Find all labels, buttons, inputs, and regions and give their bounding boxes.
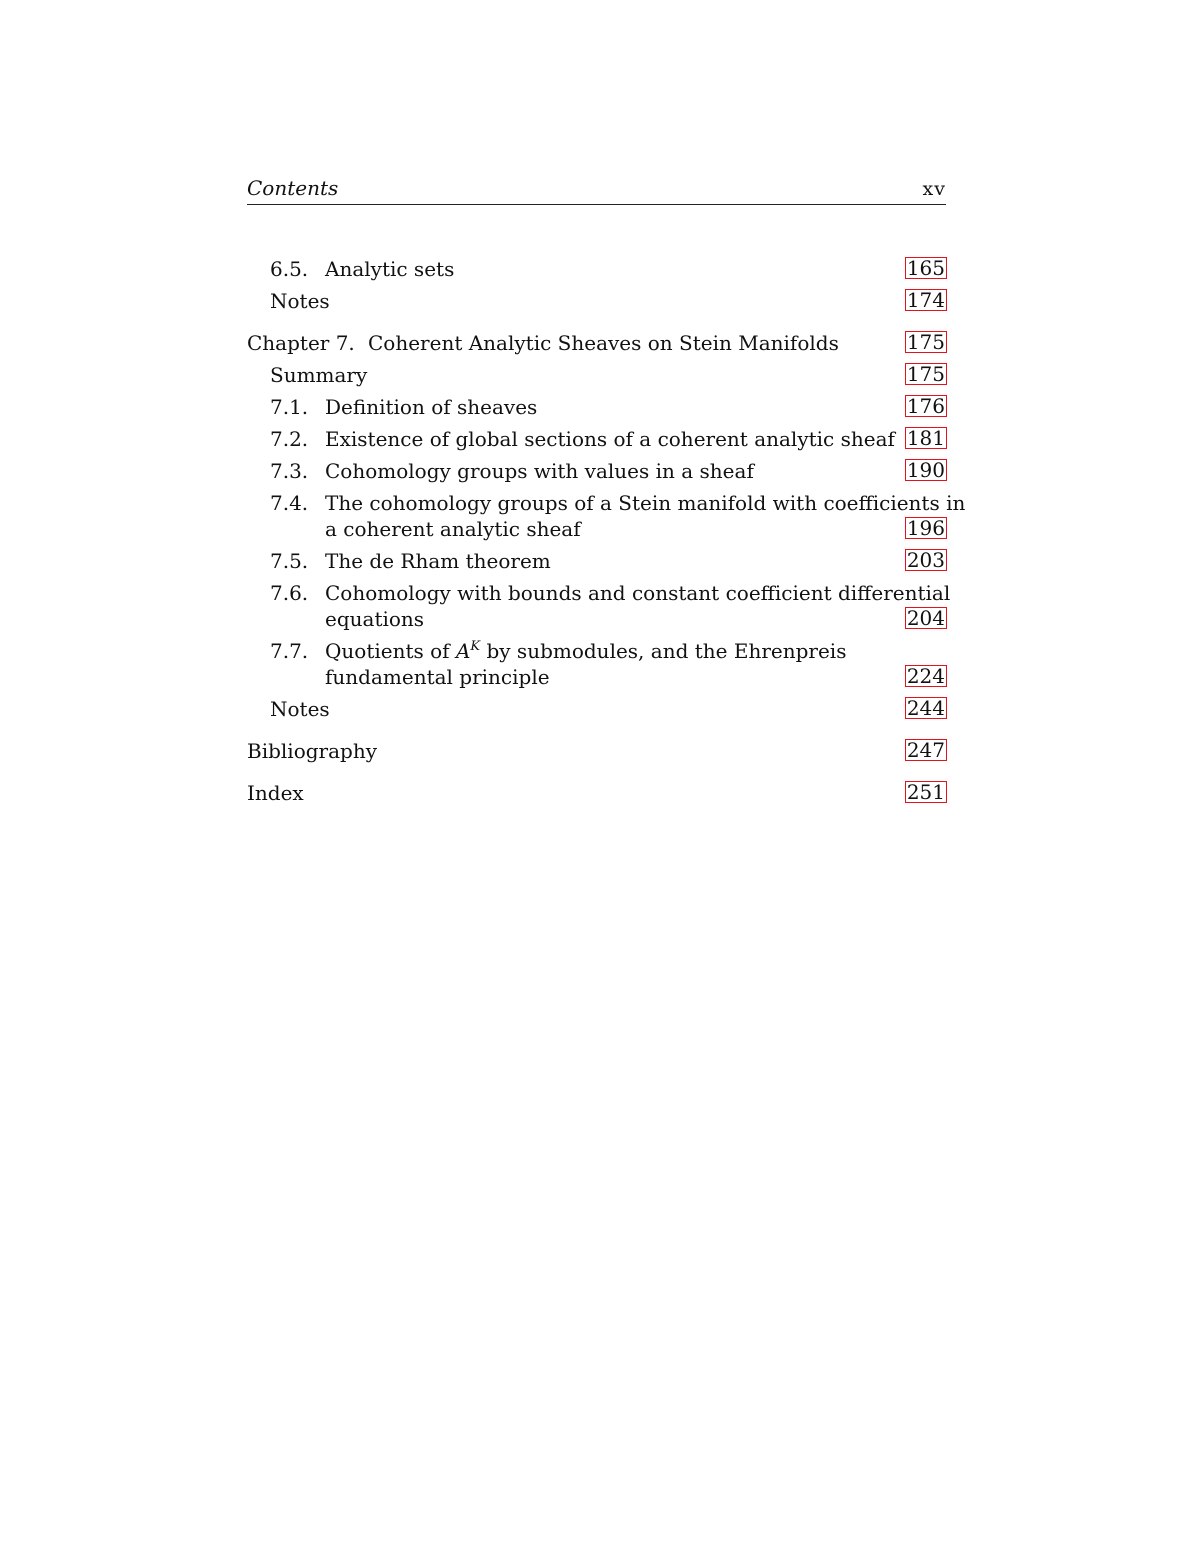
toc-entry-title-part-b: by submodules, and the Ehrenpreis [486, 639, 847, 663]
toc-entry-title-continued: a coherent analytic sheaf [325, 517, 581, 541]
page-folio: xv [922, 178, 946, 200]
toc-entry-title-continued: equations [325, 607, 425, 631]
toc-entry-title [325, 638, 846, 664]
toc-page-link[interactable]: 251 [906, 780, 945, 804]
toc-entry-title: Notes [270, 289, 330, 313]
toc-entry-title-part-a: Quotients of [325, 639, 450, 663]
toc-entry-number: 7.6. [270, 581, 309, 605]
toc-entry-number: 6.5. [270, 257, 309, 281]
toc-page-link[interactable]: 175 [906, 330, 945, 354]
toc-entry-number: 7.4. [270, 491, 309, 515]
toc-entry-title: Analytic sets [325, 257, 455, 281]
toc-entry-title: Existence of global sections of a coherent analytic sheaf [325, 427, 895, 451]
toc-page-link[interactable]: 204 [906, 606, 945, 630]
toc-page-link[interactable]: 224 [906, 664, 945, 688]
toc-entry-title: The cohomology groups of a Stein manifold with coefficients in [325, 491, 966, 515]
toc-entry-title: Summary [270, 363, 368, 387]
toc-entry-title: Definition of sheaves [325, 395, 538, 419]
toc-page-link[interactable]: 175 [906, 362, 945, 386]
toc-page-link[interactable]: 174 [906, 288, 945, 312]
math-symbol: A [455, 639, 471, 663]
toc-entry-title: Cohomology groups with values in a sheaf [325, 459, 754, 483]
toc-entry-title: Bibliography [247, 739, 377, 763]
toc-entry-number: 7.7. [270, 639, 309, 663]
running-title: Contents [247, 176, 339, 200]
toc-chapter-title: Coherent Analytic Sheaves on Stein Manifolds [368, 331, 839, 355]
toc-chapter-number: Chapter 7. [247, 331, 355, 355]
toc-page-link[interactable]: 165 [906, 256, 945, 280]
toc-entry-title: Index [247, 781, 304, 805]
running-header [247, 174, 946, 205]
toc-page-link[interactable]: 247 [906, 738, 945, 762]
toc-entry-number: 7.2. [270, 427, 309, 451]
toc-page-link[interactable]: 196 [906, 516, 945, 540]
toc-entry-number: 7.1. [270, 395, 309, 419]
toc-page-link[interactable]: 181 [906, 426, 945, 450]
toc-entry-title: Notes [270, 697, 330, 721]
toc-entry-title-continued: fundamental principle [325, 665, 550, 689]
toc-page-link[interactable]: 203 [906, 548, 945, 572]
toc-page-link[interactable]: 176 [906, 394, 945, 418]
math-superscript: K [470, 639, 481, 654]
toc-entry-title: The de Rham theorem [325, 549, 551, 573]
toc-page-link[interactable]: 190 [906, 458, 945, 482]
toc-entry-title: Cohomology with bounds and constant coefficient differential [325, 581, 951, 605]
toc-entry-number: 7.5. [270, 549, 309, 573]
toc-entry-number: 7.3. [270, 459, 309, 483]
toc-page-link[interactable]: 244 [906, 696, 945, 720]
